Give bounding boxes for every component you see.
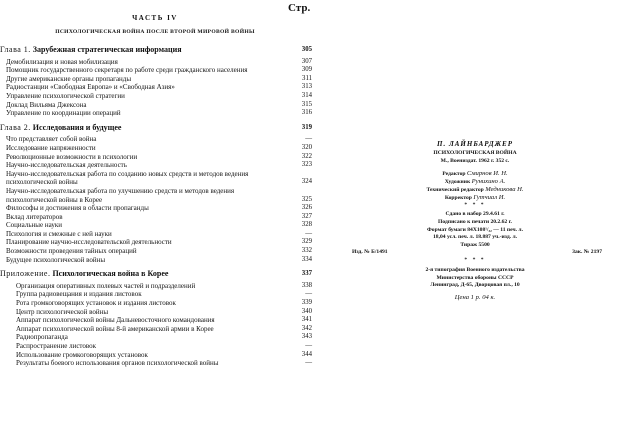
imprint-press-line: Министерства обороны СССР [436, 274, 514, 281]
chapter-2-page: 319 [301, 123, 312, 131]
imprint-block [330, 140, 620, 302]
imprint-printing-line: Подписано к печати 20.2.62 г. [438, 219, 512, 226]
imprint-author: П. ЛАЙНБАРДЖЕР [437, 140, 513, 148]
imprint-printing-line: Формат бумаги 84Х108¹/₃₂ — 11 печ. л. [427, 226, 523, 233]
toc-item: Научно-исследовательская работа по улучшению средств и методов ведения психологической войны в Корее 325 [6, 186, 312, 204]
chapter-2-title: Исследования и будущее [32, 122, 122, 132]
toc-item: Революционные возможности в психологии 322 [6, 152, 312, 161]
imprint-order-line [330, 249, 620, 257]
imprint-price: Цена 1 р. 04 к. [454, 293, 496, 301]
imprint-printing-line: Сдано в набор 29.4.61 г. [445, 211, 505, 218]
toc-item: Радиостанции «Свободная Европа» и «Свободная Азия» 313 [6, 83, 312, 92]
imprint-divider: * * * [464, 202, 486, 209]
chapter-1-heading [0, 46, 312, 55]
toc-item: Доклад Вильяма Джексона 315 [6, 100, 312, 109]
toc-item: Будущее психологической войны 334 [6, 255, 312, 264]
imprint-credit: Технический редактор Медникова Н. [426, 186, 524, 194]
imprint-printing-line: Тираж 5500 [460, 241, 490, 248]
imprint-publisher: М., Воениздат. 1962 г. 352 с. [440, 158, 510, 165]
toc-item: Радиопропаганда 343 [16, 333, 312, 342]
toc-item: Управление по координации операций 316 [6, 109, 312, 118]
toc-item: Аппарат психологической войны Дальневосточного командования 341 [16, 316, 312, 325]
toc-item: Результаты боевого использования органов психологической войны — [16, 359, 312, 368]
toc-item: Научно-исследовательская работа по созданию новых средств и методов ведения психологической войны 324 [6, 169, 312, 187]
imprint-order-right: Зак. № 2197 [572, 249, 602, 256]
imprint-order-left: Изд. № Б/1491 [352, 249, 388, 256]
toc-item: Рота громкоговорящих установок и издания листовок 339 [16, 299, 312, 308]
toc-item: Демобилизация и новая мобилизация 307 [6, 57, 312, 66]
toc-item: Вклад литераторов 327 [6, 212, 312, 221]
imprint-credit: Корректор Гутчиал И. [444, 194, 506, 202]
imprint-printing-line: 18,04 усл. печ. л. 18.887 уч.-изд. л. [432, 234, 517, 241]
part-subtitle: ПСИХОЛОГИЧЕСКАЯ ВОЙНА ПОСЛЕ ВТОРОЙ МИРОВОЙ ВОЙНЫ [55, 29, 255, 35]
chapter-1-title: Зарубежная стратегическая информация [32, 45, 182, 54]
toc-item: Помощник государственного секретаря по работе среди гражданского населения 309 [6, 66, 312, 75]
imprint-credit: Художник Рунихино А. [444, 177, 506, 185]
toc-item: Центр психологической войны 340 [16, 307, 312, 316]
toc-item: Другие американские органы пропаганды 311 [6, 74, 312, 83]
table-of-contents [0, 45, 312, 368]
part-title: ЧАСТЬ IV [132, 14, 178, 22]
toc-item: Социальные науки 328 [6, 221, 312, 230]
appendix-page: 337 [301, 270, 312, 278]
imprint-press-line: 2-я типография Военного издательства [425, 266, 525, 273]
imprint-title: ПСИХОЛОГИЧЕСКАЯ ВОЙНА [433, 150, 517, 157]
toc-item: Возможности проведения тайных операций 332 [6, 247, 312, 256]
toc-item: Аппарат психологической войны 8-й американской армии в Корее 342 [16, 324, 312, 333]
page-column-header: Стр. [288, 2, 311, 14]
toc-item: Исследование напряженности 320 [6, 143, 312, 152]
imprint-divider-2: * * * [464, 256, 486, 263]
chapter-2-heading [0, 124, 312, 133]
toc-item: Распространение листовок — [16, 342, 312, 350]
appendix-title: Психологическая война в Корее [52, 269, 169, 279]
chapter-2-label: Глава 2. [0, 122, 31, 132]
toc-item: Планирование научно-исследовательской деятельности 329 [6, 238, 312, 247]
appendix-label: Приложение. [0, 269, 51, 279]
toc-item: Организация оперативных полевых частей и подразделений 338 [16, 281, 312, 290]
toc-item: Что представляет собой война — [6, 135, 312, 144]
toc-item: Группа радиовещания и издания листовок — [16, 290, 312, 299]
imprint-press-line: Ленинград, Д-65, Дворцовая пл., 10 [430, 282, 520, 289]
toc-item: Использование громкоговорящих установок 344 [16, 350, 312, 359]
toc-item: Философы и достижения в области пропаганды 326 [6, 204, 312, 213]
imprint-credit: Редактор Смирнов И. Н. [442, 169, 508, 177]
toc-item: Управление психологической стратегии 314 [6, 91, 312, 100]
chapter-1-label: Глава 1. [0, 45, 31, 54]
chapter-1-page: 305 [301, 46, 312, 53]
toc-item: Психология и смежные с ней науки — [6, 229, 312, 238]
appendix-heading [0, 270, 312, 279]
toc-item: Научно-исследовательская деятельность 323 [6, 161, 312, 170]
